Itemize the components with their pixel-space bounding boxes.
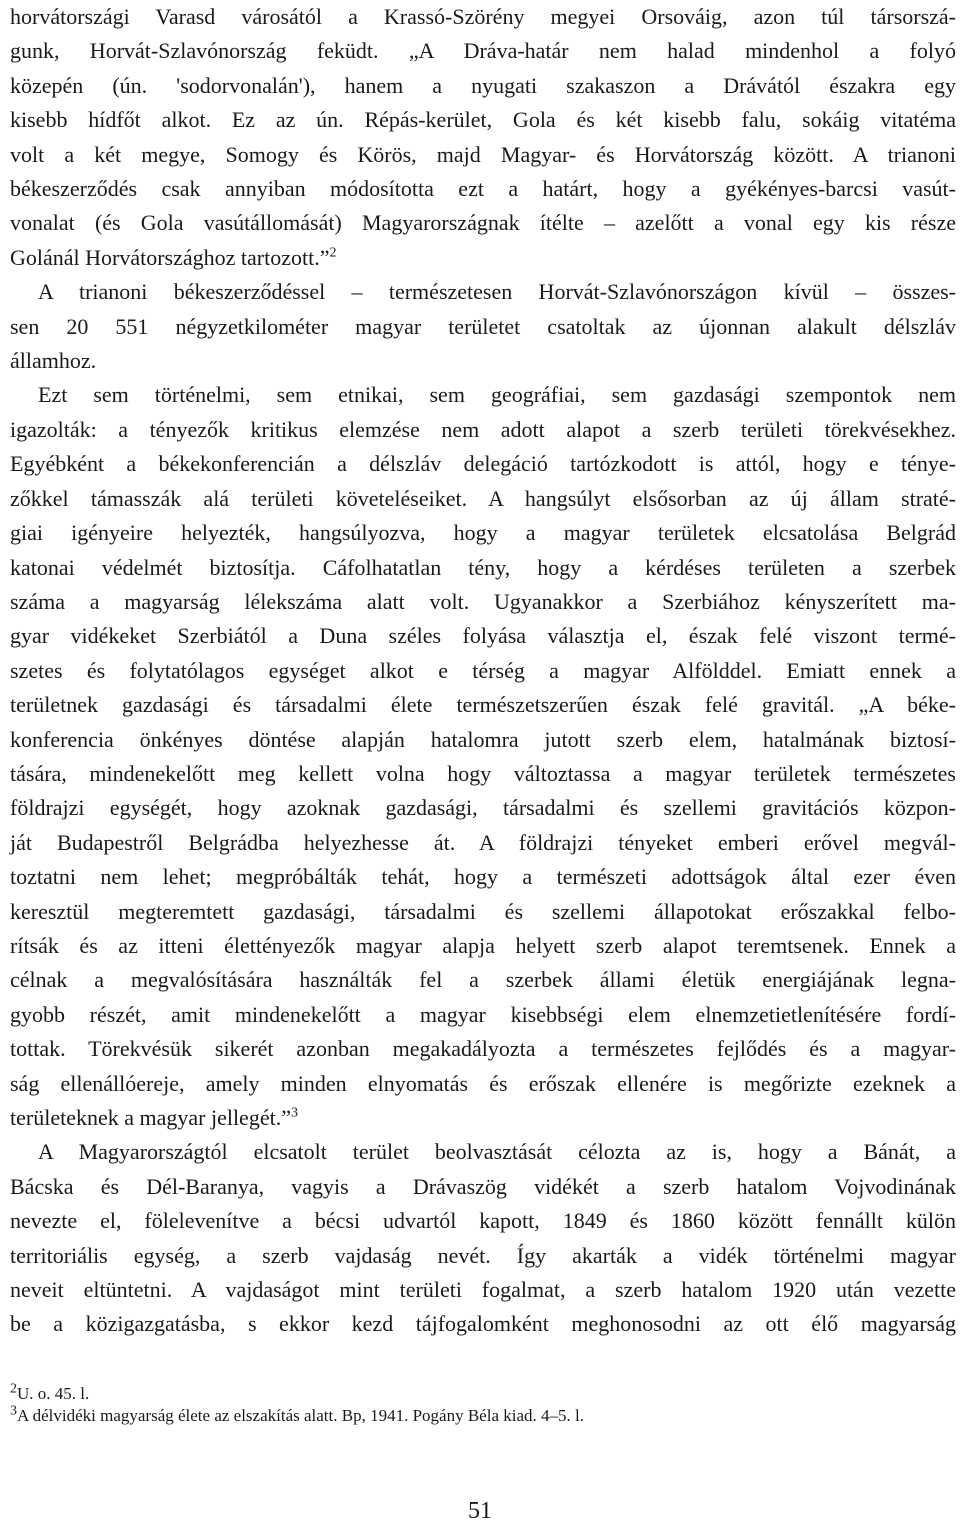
text-line: száma a magyarság lélekszáma alatt volt. Ugyanakkor a Szerbiához kényszerített ma-	[10, 588, 956, 614]
text-line: zőkkel támasszák alá területi követeléseiket. A hangsúlyt elsősorban az új állam straté-	[10, 485, 956, 511]
footnote	[10, 1383, 584, 1405]
text-line: szetes és folytatólagos egységet alkot e térség a magyar Alfölddel. Emiatt ennek a	[10, 657, 956, 683]
text-line: be a közigazgatásba, s ekkor kezd tájfogalomként meghonosodni az ott élő magyarság	[10, 1311, 956, 1337]
text-line: sen 20 551 négyzetkilométer magyar területet csatoltak az újonnan alakult délszláv	[10, 313, 956, 339]
text-line: kisebb hídfőt alkot. Ez az ún. Répás-kerület, Gola és két kisebb falu, sokáig vitatéma	[10, 107, 956, 133]
text-line: gyar vidékeket Szerbiától a Duna széles folyása választja el, észak felé viszont termé-	[10, 623, 956, 649]
text-line: területnek gazdasági és társadalmi élete természetszerűen észak felé gravitál. „A béke-	[10, 692, 956, 718]
text-line: tottak. Törekvésük sikerét azonban megakadályozta a természetes fejlődés és a magyar-	[10, 1036, 956, 1062]
footnote-text: A délvidéki magyarság élete az elszakítás alatt. Bp, 1941. Pogány Béla kiad. 4–5. l.	[17, 1406, 584, 1425]
text-line	[10, 241, 956, 275]
text-line: gunk, Horvát-Szlavónország feküdt. „A Dráva-határ nem halad mindenhol a folyó	[10, 38, 956, 64]
footnote-reference: 3	[290, 1105, 298, 1121]
text-line	[10, 1101, 956, 1135]
text-line: A trianoni békeszerződéssel – természetesen Horvát-Szlavónországon kívül – összes-	[38, 279, 956, 305]
text-line: ját Budapestről Belgrádba helyezhesse át. A földrajzi tényeket emberi erővel megvál-	[10, 829, 956, 855]
text-line: Ezt sem történelmi, sem etnikai, sem geográfiai, sem gazdasági szempontok nem	[38, 382, 956, 408]
text-line: békeszerződés csak annyiban módosította ezt a határt, hogy a gyékényes-barcsi vasút-	[10, 176, 956, 202]
footnotes	[10, 1383, 584, 1427]
footnote	[10, 1405, 584, 1427]
text-line: közepén (ún. 'sodorvonalán'), hanem a nyugati szakaszon a Drávától északra egy	[10, 72, 956, 98]
text-line: konferencia önkényes döntése alapján hatalomra jutott szerb elem, hatalmának biztosí-	[10, 726, 956, 752]
footnote-mark: 3	[10, 1403, 17, 1419]
text-line: földrajzi egységét, hogy azoknak gazdasági, társadalmi és szellemi gravitációs közpon-	[10, 795, 956, 821]
text-line: A Magyarországtól elcsatolt terület beolvasztását célozta az is, hogy a Bánát, a	[38, 1139, 956, 1165]
text-line: giai igényeire helyezték, hangsúlyozva, hogy a magyar területek elcsatolása Belgrád	[10, 520, 956, 546]
text-line: Bácska és Dél-Baranya, vagyis a Drávaszög vidékét a szerb hatalom Vojvodinának	[10, 1173, 956, 1199]
text-line: Egyébként a békekonferencián a délszláv delegáció tartózkodott is attól, hogy e ténye-	[10, 451, 956, 477]
footnote-text: U. o. 45. l.	[17, 1384, 90, 1403]
page-number: 51	[468, 1498, 492, 1524]
text-line-content: Golánál Horvátországhoz tartozott.”	[10, 244, 330, 270]
footnote-reference: 2	[329, 245, 337, 261]
footnote-mark: 2	[10, 1381, 17, 1397]
text-line: igazolták: a tényezők kritikus elemzése nem adott alapot a szerb területi törekvésekhez.	[10, 416, 956, 442]
text-line: neveit eltüntetni. A vajdaságot mint területi fogalmat, a szerb hatalom 1920 után vezette	[10, 1277, 956, 1303]
text-line: ság ellenállóereje, amely minden elnyomatás és erőszak ellenére is megőrizte ezeknek a	[10, 1070, 956, 1096]
text-line: horvátországi Varasd városától a Krassó-Szörény megyei Orsováig, azon túl társorszá-	[10, 4, 956, 29]
text-line: célnak a megvalósítására használták fel a szerbek állami életük energiájának legna-	[10, 967, 956, 993]
text-line: toztatni nem lehet; megpróbálták tehát, hogy a természeti adottságok által ezer éven	[10, 864, 956, 890]
text-line: gyobb részét, amit mindenekelőtt a magyar kisebbségi elem elnemzetietlenítésére fordí-	[10, 1001, 956, 1027]
text-line: nevezte el, fölelevenítve a bécsi udvartól kapott, 1849 és 1860 között fennállt külön	[10, 1208, 956, 1234]
body-text	[10, 0, 956, 1342]
text-line: keresztül megteremtett gazdasági, társadalmi és szellemi állapotokat erőszakkal felbo-	[10, 898, 956, 924]
text-line: volt a két megye, Somogy és Körös, majd Magyar- és Horvátország között. A trianoni	[10, 141, 956, 167]
text-line: territoriális egység, a szerb vajdaság nevét. Így akarták a vidék történelmi magyar	[10, 1242, 956, 1268]
text-line: rítsák és az itteni élettényezők magyar alapja helyett szerb alapot teremtsenek. Ennek a	[10, 932, 956, 958]
text-line: államhoz.	[10, 348, 97, 374]
text-line-content: területeknek a magyar jellegét.”	[10, 1105, 291, 1130]
text-line: vonalat (és Gola vasútállomását) Magyarországnak ítélte – azelőtt a vonal egy kis része	[10, 210, 956, 236]
text-line: tására, mindenekelőtt meg kellett volna hogy változtassa a magyar területek természetes	[10, 760, 956, 786]
text-line: katonai védelmét biztosítja. Cáfolhatatlan tény, hogy a kérdéses területen a szerbek	[10, 554, 956, 580]
